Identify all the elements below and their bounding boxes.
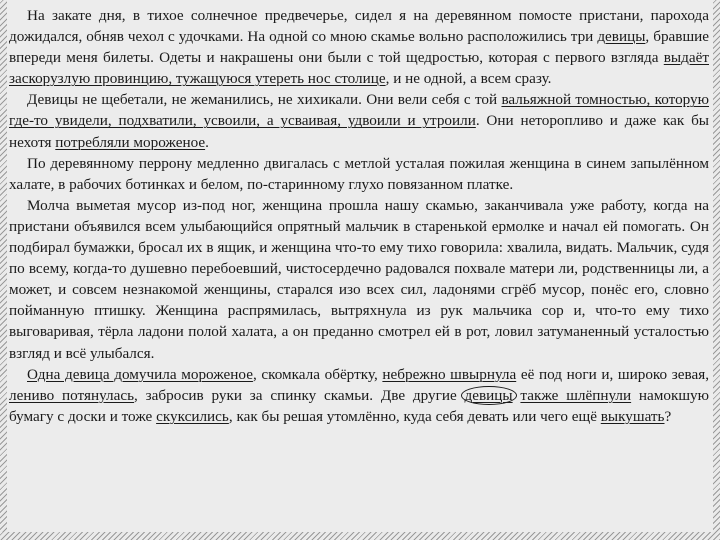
- underlined-phrase: лениво потянулась: [9, 386, 135, 404]
- text-run: , и не одной, а всем сразу.: [385, 70, 552, 88]
- text-run: , бравшие впереди меня билеты. Одеты и накрашены они были с той щедростью, которая с первого взгляда: [9, 28, 710, 67]
- document-page: [7, 0, 713, 532]
- underlined-phrase: выдаёт заскорузлую провинцию, тужащуюся утереть нос столице: [9, 49, 709, 88]
- text-run: Девицы не щебетали, не жеманились, не хихикали. Они вели себя с той: [27, 91, 502, 109]
- underlined-phrase: Одна девица домучила мороженое: [27, 365, 253, 383]
- paragraph-5: [9, 364, 709, 427]
- underlined-phrase: выкушать: [600, 407, 665, 425]
- document-text: [7, 0, 713, 427]
- text-run: , забросив руки за спинку скамьи. Две другие: [134, 386, 465, 404]
- paragraph-1: [9, 5, 709, 89]
- text-run: На закате дня, в тихое солнечное предвечерье, сидел я на деревянном помосте пристани, парохода дожидался, обняв чехол с удочками. На одной со мною скамье вольно расположились три: [9, 7, 709, 46]
- right-hatched-border: [713, 0, 720, 540]
- underlined-phrase: вальяжной томностью, которую где-то увидели, подхватили, усвоили, а усваивая, удвоили и утроили: [9, 91, 709, 130]
- underlined-phrase: девицы: [597, 28, 646, 46]
- paragraph-2: [9, 89, 709, 152]
- text-run: , скомкала обёртку,: [252, 365, 383, 383]
- underlined-phrase: небрежно швырнула: [382, 365, 517, 383]
- text-run: .: [205, 133, 209, 151]
- text-run: Молча выметая мусор из-под ног, женщина прошла нашу скамью, заканчивала уже работу, когда на пристани объявился всем улыбающийся опрятный мальчик в старенькой ермолке и начал ей помогать. Он подбирал бумажки, бросал их в ящик, и женщина что-то ему тихо говорила: хвалила, видать. Мальчик, судя по всему, когда-то душевно перебоевший, чистосердечно радовался похвале матери ли, родственницы ли, а может, и совсем незнакомой женщины, старался изо всех сил, ладонями сгрёб мусор, понёс его, словно пойманную птишку. Женщина распрямилась, вытряхнула из рук мальчика сор и, что-то ему тихо выговаривая, тёрла ладони полой халата, а он преданно смотрел ей в рот, ловил затуманенный усталостью взгляд и всё улыбался.: [9, 196, 709, 362]
- underlined-phrase: также шлёпнули: [520, 386, 632, 404]
- bottom-hatched-border: [0, 532, 720, 540]
- underlined-phrase: скуксились: [156, 407, 229, 425]
- text-run: ?: [664, 407, 672, 425]
- text-run: её под ноги и, широко зевая,: [516, 365, 709, 383]
- circled-word: девицы: [461, 386, 517, 405]
- text-run: . Они неторопливо и даже как бы нехотя: [9, 112, 709, 151]
- paragraph-3: [9, 153, 709, 195]
- text-run: По деревянному перрону медленно двигалась с метлой усталая пожилая женщина в синем запылённом халате, в рабочих ботинках и белом, по-старинному глухо повязанном платке.: [9, 154, 709, 193]
- underlined-phrase: потребляли мороженое: [55, 133, 206, 151]
- text-run: намокшую бумагу с доски и тоже: [9, 386, 709, 425]
- text-run: , как бы решая утомлённо, куда себя девать или чего ещё: [228, 407, 601, 425]
- paragraph-4: [9, 195, 709, 364]
- left-hatched-border: [0, 0, 7, 540]
